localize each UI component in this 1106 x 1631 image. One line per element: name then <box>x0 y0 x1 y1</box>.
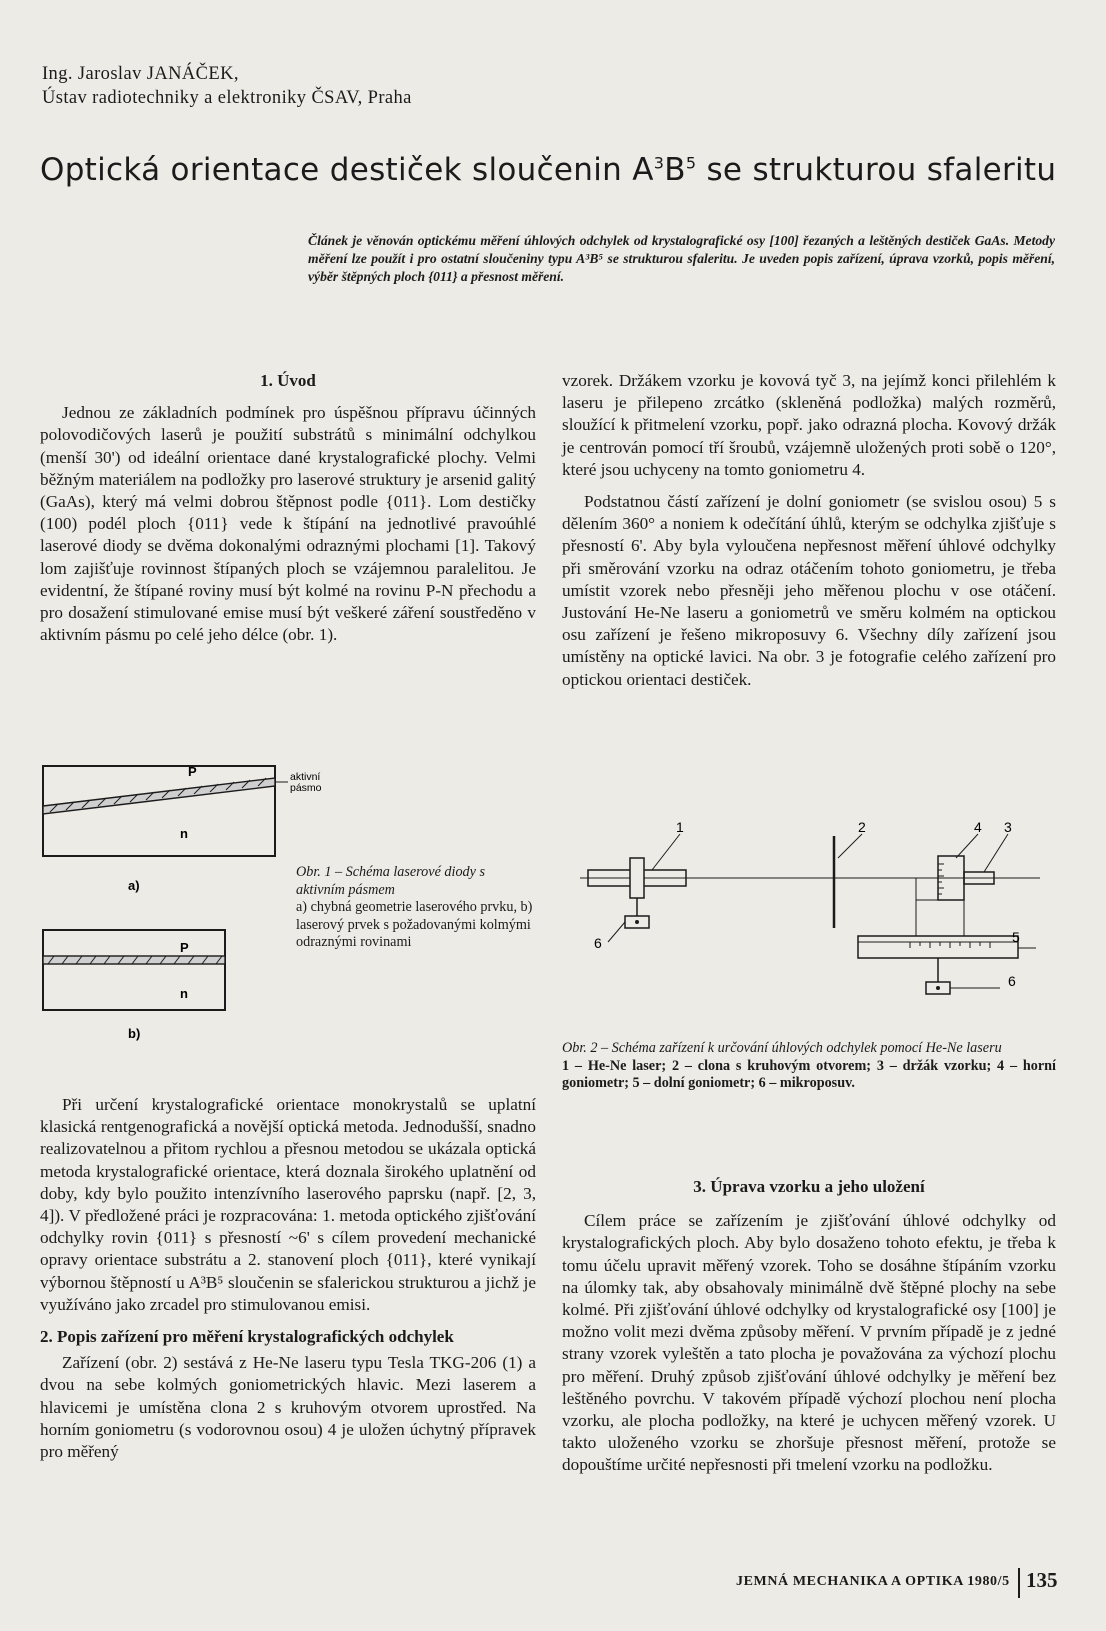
fig1-sub-b: b) <box>128 1026 141 1041</box>
section-2-heading: 2. Popis zařízení pro měření krystalografických odchylek <box>40 1327 454 1347</box>
section-1-continued <box>40 1094 536 1463</box>
fig1a-label-p: P <box>188 764 197 779</box>
fig1a-label-n: n <box>180 826 188 841</box>
section-2-para-1: Zařízení (obr. 2) sestává z He-Ne laseru typu Tesla TKG-206 (1) a dvou na sebe kolmých goniometrických hlavic. Mezi laserem a hlavicemi je umístěna clona 2 s kruhovým otvorem uprostřed. Na horním goniometru (s vodorovnou osou) 4 je uložen úchytný přípravek pro měřený <box>40 1353 536 1462</box>
fig2-label-5: 5 <box>1012 929 1020 945</box>
fig1-label-active: aktivní <box>290 771 321 783</box>
fig1b-label-p: P <box>180 940 189 955</box>
section-1-heading: 1. Úvod <box>260 371 316 390</box>
fig2-laser-clamp <box>630 858 644 898</box>
fig1a-active-layer <box>43 778 275 814</box>
fig1-sub-a: a) <box>128 878 140 893</box>
figure-2-caption-title: Obr. 2 – Schéma zařízení k určování úhlových odchylek pomocí He-Ne laseru <box>562 1040 1002 1056</box>
figure-2-caption <box>562 1040 1056 1093</box>
page-number: 135 <box>1026 1568 1058 1592</box>
fig2-label-6a: 6 <box>594 935 602 951</box>
journal-footer: JEMNÁ MECHANIKA A OPTIKA 1980/5 <box>736 1574 1010 1589</box>
author-name: Ing. Jaroslav JANÁČEK, <box>42 64 239 84</box>
figure-1-diagram <box>40 758 330 1048</box>
fig2-label-2: 2 <box>858 819 866 835</box>
footer-divider <box>1018 1568 1020 1598</box>
figure-1-caption-text: a) chybná geometrie laserového prvku, b) laserový prvek s požadovanými kolmými odraznými rovinami <box>296 899 533 951</box>
fig1-label-active-2: pásmo <box>290 782 322 794</box>
figure-2-caption-text: 1 – He-Ne laser; 2 – clona s kruhovým otvorem; 3 – držák vzorku; 4 – horní goniometr; 5 – dolní goniometr; 6 – mikroposuv. <box>562 1057 1056 1092</box>
figure-1-caption-title: Obr. 1 – Schéma laserové diody s aktivním pásmem <box>296 864 486 898</box>
section-1-para-1: Jednou ze základních podmínek pro úspěšnou přípravu účinných polovodičových laserů je použití substrátů s minimální odchylkou (menší 30') od ideální orientace dané krystalografické plochy. Velmi běžným materiálem na podložky pro laserové struktury je arsenid galitý (GaAs), který má velmi dobrou štěpnost podle {011}. Lom destičky (100) podél ploch {011} vede k štípání na jednotlivé pravoúhlé laserové diody se dvěma dokonalými odraznými plochami [1]. Takový lom zajišťuje rovinnost štípaných ploch se vzájemnou paralelitou. Je evidentní, že štípané roviny musí být kolmé na rovinu P-N přechodu a pro dosažení stimulované emise musí být veškeré záření soustředěno v aktivním pásmu po celé jeho délce (obr. 1). <box>40 403 536 645</box>
fig1b-label-n: n <box>180 986 188 1001</box>
fig2-label-1: 1 <box>676 819 684 835</box>
section-1 <box>40 370 536 646</box>
section-2-continued <box>562 370 1056 691</box>
figure-1-caption <box>296 864 536 952</box>
section-3-para-1: Cílem práce se zařízením je zjišťování úhlové odchylky od krystalografických ploch. Aby bylo dosaženo tohoto efektu, je třeba k tomu účelu upravit měřený vzorek. Toho se dosáhne štípáním vzorku na úlomky tak, aby obsahovaly minimálně dvě štěpné plochy na sebe kolmé. Při zjišťování úhlové odchylky od krystalografické osy [100] je možno volit mezi dvěma způsoby měření. V prvním případě je z jedné strany vzorek vyleštěn a tato plocha je považována za výchozí plochu pro měření. Druhý způsob zjišťování úhlové odchylky je měření bez leštěného povrchu. V takovém případě výchozí plochou není plocha vzorku, ale plocha podložky, na které je uchycen měřený vzorek. U takto uloženého vzorku se zhoršuje přesnost měření, protože se dopouštíme určité nepřesnosti při tmelení vzorku na podložku. <box>562 1211 1056 1475</box>
figure-2-diagram <box>580 818 1050 1018</box>
fig2-label-3: 3 <box>1004 819 1012 835</box>
fig1a-chip-outline <box>43 766 275 856</box>
fig1b-active-layer <box>43 956 225 964</box>
section-2-para-1-cont: vzorek. Držákem vzorku je kovová tyč 3, na jejímž konci přilehlém k laseru je přilepeno zrcátko (skleněná podložka) malých rozměrů, sloužící k přitmelení vzorku, popř. jako odrazná plocha. Kovový držák je centrován pomocí tří šroubů, vzájemně uložených proti sobě o 120°, které jsou uchyceny na tomto goniometru 4. <box>562 371 1056 479</box>
section-2-para-2: Podstatnou částí zařízení je dolní goniometr (se svislou osou) 5 s dělením 360° a noniem k odečítání úhlů, kterým se odchylka zjišťuje s přesností 6'. Aby byla vyloučena nepřesnost měření úhlové odchylky při směrování vzorku na odraz otáčením tohoto goniometru, je třeba umístit vzorek nebo přesněji jeho měřenou plochu v ose otáčení. Justování He-Ne laseru a goniometrů ve směru kolmém na optickou osu zařízení je řešeno mikroposuvy 6. Všechny díly zařízení jsou umístěny na optické lavici. Na obr. 3 je fotografie celého zařízení pro optickou orientaci destiček. <box>562 492 1056 689</box>
page-title: Optická orientace destiček sloučenin $A^3B^5$ se strukturou sfaleritu <box>40 152 1057 188</box>
abstract: Článek je věnován optickému měření úhlových odchylek od krystalografické osy [100] řezaných a leštěných destiček GaAs. Metody měření lze použít i pro ostatní sloučeniny typu A³B⁵ se strukturou sfaleritu. Je uveden popis zařízení, úprava vzorků, popis měření, výběr štěpných ploch {011} a přesnost měření. <box>308 233 1055 284</box>
fig2-label-4: 4 <box>974 819 982 835</box>
author-affiliation: Ústav radiotechniky a elektroniky ČSAV, Praha <box>42 88 412 108</box>
fig2-label-6b: 6 <box>1008 973 1016 989</box>
author-block <box>42 62 412 110</box>
section-3-heading: 3. Úprava vzorku a jeho uložení <box>693 1177 925 1196</box>
section-1-para-2: Při určení krystalografické orientace monokrystalů se uplatní klasická rentgenografická a novější optická metoda. Jednodušší, snadno realizovatelnou a přitom rychlou a přesnou metodou se ukázala optická metoda krystalografické orientace, která doznala širokého uplatnění od doby, kdy bylo použito intenzívního laserového paprsku (např. [2, 3, 4]). V předložené práci je rozpracována: 1. metoda optického zjišťování odchylky rovin {011} s přesností ~6' s cílem provedení mechanické opravy orientace substrátu a 2. stanovení ploch {011}, které vynikají výbornou štěpností u A³B⁵ sloučenin se sfalerickou strukturou a jichž je využíváno jako zrcadel pro stimulovanou emisi. <box>40 1095 536 1314</box>
fig1b-chip-outline <box>43 930 225 1010</box>
section-3 <box>562 1176 1056 1477</box>
fig2-lower-goniometer <box>858 936 1018 958</box>
